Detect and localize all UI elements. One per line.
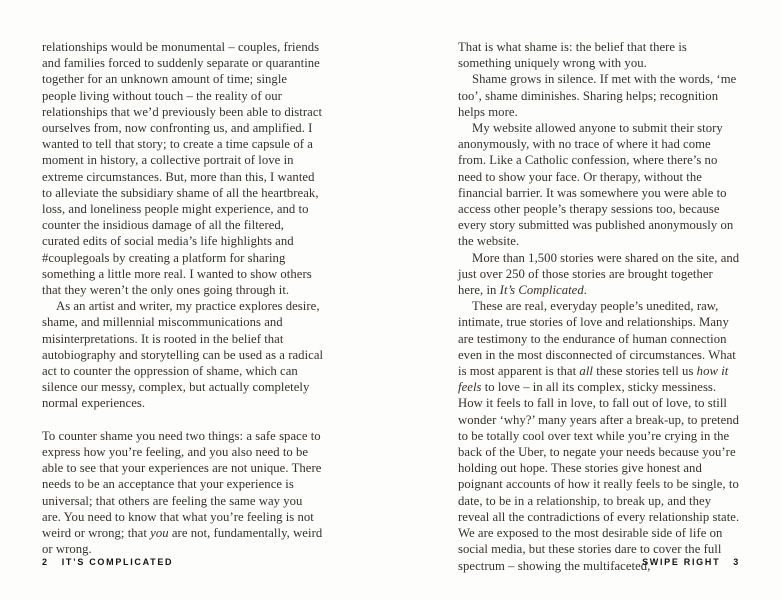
- text-run: That is what shame is: the belief that there is something uniquely wrong with you.: [458, 40, 687, 71]
- paragraph: [42, 428, 324, 558]
- text-run: My website allowed anyone to submit their story anonymously, with no trace of where it had come from. Like a Catholic confession, where there’s no need to show your face. Or therapy, without the financial barrier. It was somewhere you were able to access other people’s therapy sessions too, because every story submitted was published anonymously on the website.: [458, 121, 734, 249]
- text-run: Shame grows in silence. If met with the words, ‘me too’, shame diminishes. Sharing helps; recognition helps more.: [458, 72, 737, 119]
- left-page-footer: [42, 557, 324, 567]
- text-run: are not, fundamentally, weird or wrong.: [42, 526, 323, 557]
- paragraph: [458, 250, 740, 299]
- italic-text-run: It’s Complicated: [499, 283, 584, 298]
- left-running-title: IT’S COMPLICATED: [61, 557, 174, 567]
- text-run: More than 1,500 stories were shared on the site, and just over 250 of those stories are brought together here, in: [458, 250, 740, 298]
- right-page-number: 3: [733, 557, 740, 567]
- right-running-title: SWIPE RIGHT: [642, 557, 721, 567]
- text-run: As an artist and writer, my practice explores desire, shame, and millennial miscommunications and misinterpretations. It is rooted in the belief that autobiography and storytelling can be used as a radical act to counter the oppression of shame, which can silence our messy, complex, but actually completely normal experiences.: [42, 299, 324, 411]
- paragraph: [458, 39, 740, 71]
- right-page-body-text: [458, 39, 740, 574]
- left-page: [42, 0, 324, 600]
- text-run: these stories tell us: [592, 364, 697, 379]
- paragraph: [42, 298, 324, 411]
- paragraph: [458, 298, 740, 573]
- text-run: to love – in all its complex, sticky messiness. How it feels to fall in love, to fall out of love, to still wonder ‘why?’ many years after a break-up, to pretend to be totally cool over text while you’re crying in the back of the Uber, to negate your needs because you’re holding out hope. These stories give honest and poignant accounts of how it really feels to be single, to date, to be in a relationship, to break up, and they reveal all the contradictions of every relationship state. We are exposed to the most desirable side of life on social media, but these stories dare to cover the full spectrum – showing the multifaceted,: [458, 380, 740, 573]
- italic-text-run: how it feels: [458, 364, 729, 395]
- italic-text-run: you: [150, 526, 169, 541]
- right-page-footer: [458, 557, 740, 567]
- italic-text-run: all: [579, 364, 593, 379]
- text-run: relationships would be monumental – couples, friends and families forced to suddenly separate or quarantine together for an unknown amount of time; single people living without touch – the reality of our relationships that we’d previously been able to distract ourselves from, now confronting us, and amplified. I wanted to tell that story; to create a time capsule of a moment in history, a collective portrait of love in extreme circumstances. But, more than this, I wanted to alleviate the subsidiary shame of all the heartbreak, loss, and loneliness people might experience, and to counter the insidious damage of all the filtered, curated edits of social media’s life highlights and #couplegoals by creating a platform for sharing something a little more real. I wanted to show others that they weren’t the only ones going through it.: [42, 40, 323, 298]
- text-run: To counter shame you need two things: a safe space to express how you’re feeling, and you also need to be able to see that your experiences are not unique. There needs to be an acceptance that your experience is universal; that others are feeling the same way you are. You need to know that what you’re feeling is not weird or wrong; that: [42, 428, 322, 541]
- left-page-body-text: [42, 39, 324, 557]
- left-page-number: 2: [42, 557, 49, 567]
- right-page: [458, 0, 740, 600]
- paragraph: [42, 39, 324, 298]
- paragraph: [458, 71, 740, 120]
- text-run: .: [583, 283, 587, 298]
- paragraph: [458, 120, 740, 250]
- text-run: These are real, everyday people’s unedited, raw, intimate, true stories of love and relationships. Many are testimony to the endurance of human connection even in the most disconnected of circumstances. What is most apparent is that: [458, 299, 736, 379]
